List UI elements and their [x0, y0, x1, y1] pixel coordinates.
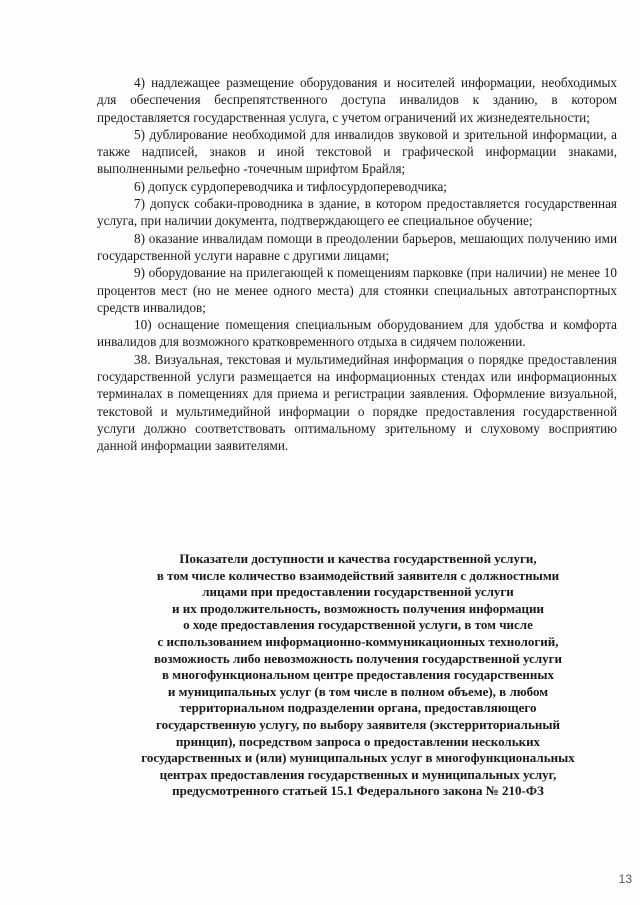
paragraph-item-9: 9) оборудование на прилегающей к помещениям парковке (при наличии) не менее 10 процентов мест (но не менее одного места) для стоянки специальных автотранспортных средств инвалидов;: [97, 265, 617, 315]
heading-line: в том числе количество взаимодействий заявителя с должностными: [156, 567, 560, 583]
paragraph-item-7: 7) допуск собаки-проводника в здание, в котором предоставляется государственная услуга, при наличии документа, подтверждающего ее специальное обучение;: [97, 196, 617, 229]
paragraph-item-4: 4) надлежащее размещение оборудования и носителей информации, необходимых для обеспечения беспрепятственного доступа инвалидов к зданию, в котором предоставляется государственная услуга, с учетом ограничений их жизнедеятельности;: [97, 75, 617, 125]
paragraph-38: 38. Визуальная, текстовая и мультимедийная информация о порядке предоставления государственной услуги размещается на информационных стендах или информационных терминалах в помещениях для приема и регистрации заявления. Оформление визуальной, текстовой и мультимедийной информации о порядке предоставления государственной услуги должно соответствовать оптимальному зрительному и слуховому восприятию данной информации заявителями.: [97, 351, 617, 454]
paragraph-item-8: 8) оказание инвалидам помощи в преодолении барьеров, мешающих получению ими государственной услуги наравне с другими лицами;: [97, 230, 617, 263]
heading-line: территориальном подразделении органа, предоставляющего: [179, 700, 537, 716]
heading-line: государственных и (или) муниципальных услуг в многофункциональных: [141, 750, 575, 766]
heading-line: государственную услугу, по выбору заявителя (экстерриториальный: [156, 716, 560, 732]
paragraph-item-10: 10) оснащение помещения специальным оборудованием для удобства и комфорта инвалидов для возможного кратковременного отдыха в сидячем положении.: [97, 317, 617, 350]
section-heading: [96, 551, 620, 800]
page-number: 13: [618, 872, 632, 886]
heading-line: принцип), посредством запроса о предоставлении нескольких: [175, 733, 541, 749]
heading-line: предусмотренного статьей 15.1 Федерального закона № 210-ФЗ: [172, 783, 544, 799]
heading-line: в многофункциональном центре предоставления государственных: [161, 667, 555, 683]
heading-line: о ходе предоставления государственной услуги, в том числе: [183, 617, 533, 633]
body-text: [97, 74, 617, 455]
heading-line: Показатели доступности и качества государственной услуги,: [179, 551, 537, 566]
paragraph-item-6: 6) допуск сурдопереводчика и тифлосурдопереводчика;: [134, 178, 447, 194]
heading-line: с использованием информационно-коммуникационных технологий,: [157, 633, 559, 649]
heading-line: возможность либо невозможность получения государственной услуги: [153, 650, 563, 666]
heading-line: лицами при предоставлении государственной услуги: [202, 584, 514, 600]
heading-line: и муниципальных услуг (в том числе в полном объеме), в любом: [167, 683, 549, 699]
paragraph-item-5: 5) дублирование необходимой для инвалидов звуковой и зрительной информации, а также надписей, знаков и иной текстовой и графической информации знаками, выполненными рельефно -точечным шрифтом Брайля;: [97, 126, 617, 177]
heading-line: и их продолжительность, возможность получения информации: [171, 600, 545, 616]
heading-line: центрах предоставления государственных и муниципальных услуг,: [159, 766, 557, 782]
